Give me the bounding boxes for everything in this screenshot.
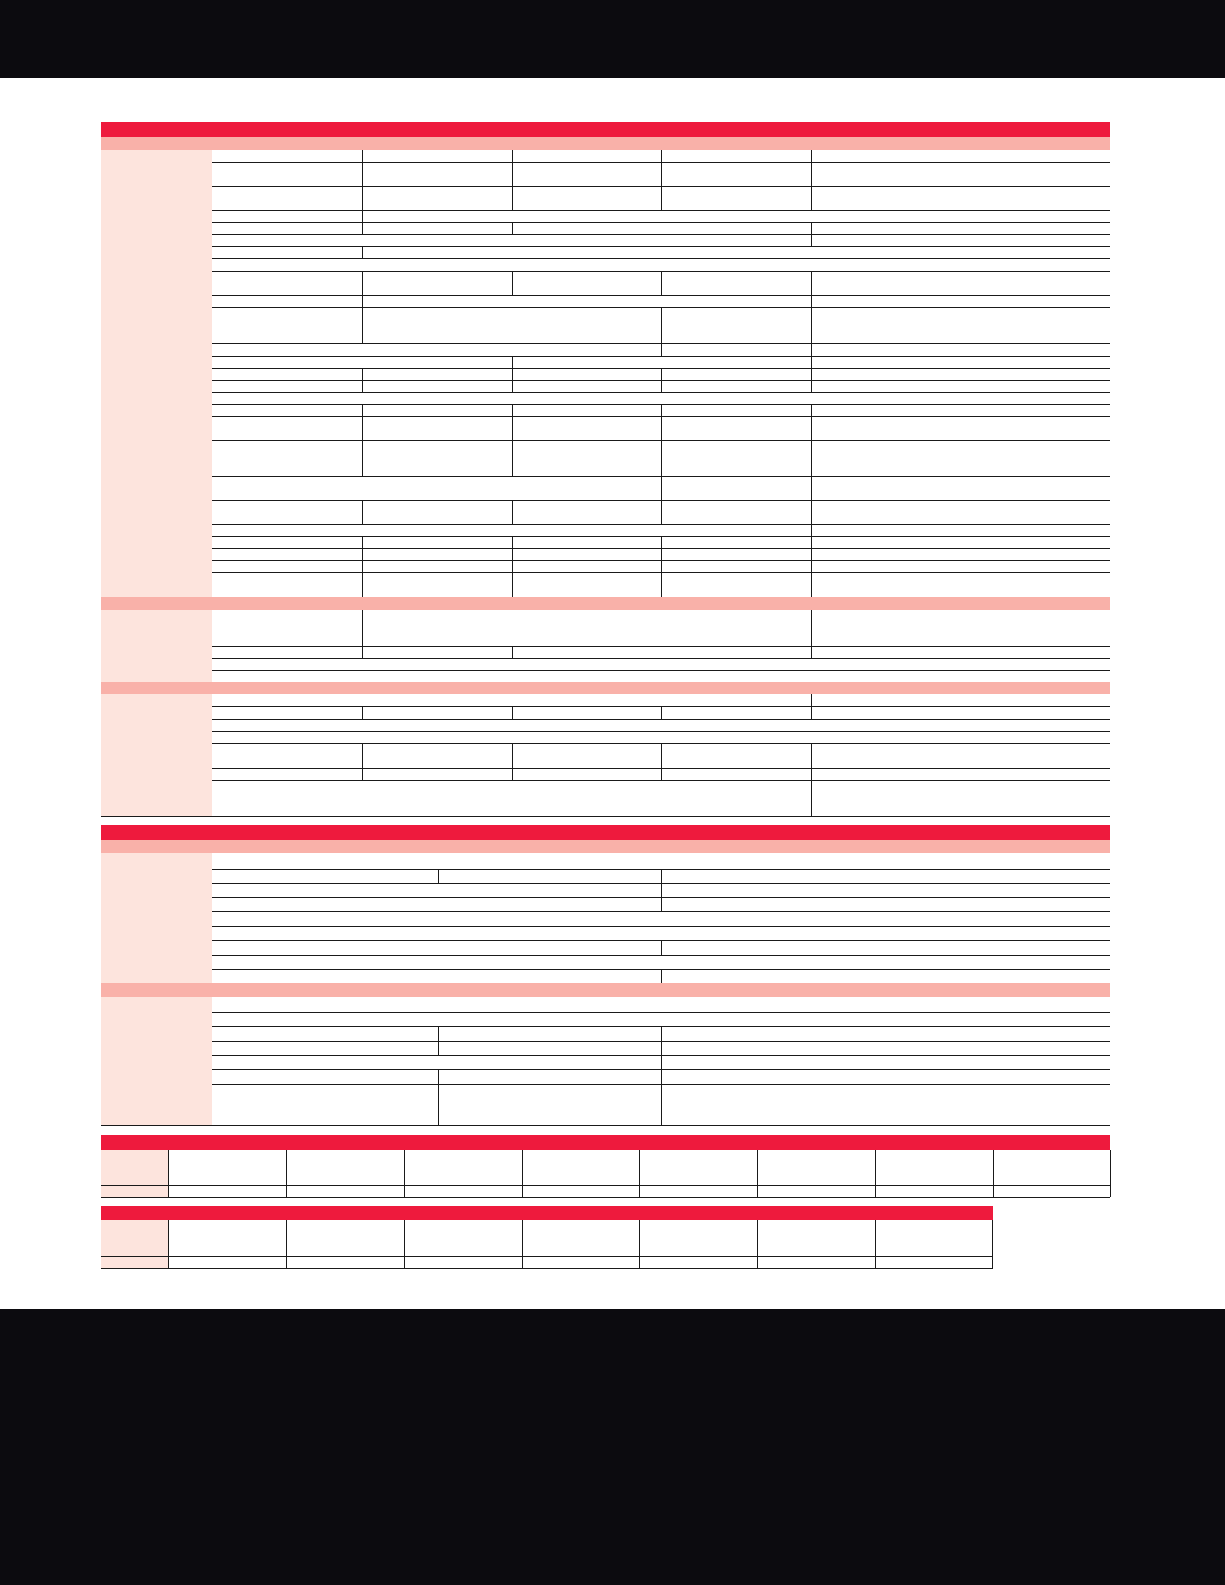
- column-rule: [875, 1220, 876, 1268]
- column-rule: [438, 1069, 439, 1084]
- column-rule: [362, 706, 363, 719]
- column-rule: [512, 536, 513, 548]
- row-label-cell: [101, 883, 212, 897]
- column-rule: [438, 1084, 439, 1125]
- column-rule: [661, 416, 662, 440]
- row-rule: [101, 1268, 993, 1269]
- column-rule: [512, 356, 513, 368]
- row-label-cell: [101, 1185, 168, 1197]
- row-rule: [101, 186, 1110, 187]
- row-rule: [101, 743, 1110, 744]
- column-rule: [512, 186, 513, 210]
- row-rule: [101, 307, 1110, 308]
- column-rule: [362, 572, 363, 597]
- column-rule: [661, 1069, 662, 1084]
- row-rule: [101, 719, 1110, 720]
- row-rule: [101, 731, 1110, 732]
- column-rule: [512, 706, 513, 719]
- column-rule: [811, 768, 812, 780]
- column-rule: [438, 869, 439, 883]
- column-rule: [512, 368, 513, 380]
- row-label-cell: [101, 1069, 212, 1084]
- column-rule: [512, 222, 513, 234]
- column-rule: [404, 1150, 405, 1197]
- top-dark-band: [0, 0, 1225, 78]
- row-label-cell: [101, 572, 212, 597]
- column-rule: [811, 307, 812, 343]
- row-rule: [101, 1041, 1110, 1042]
- row-rule: [101, 1185, 1110, 1186]
- column-rule: [811, 610, 812, 646]
- column-rule: [362, 368, 363, 380]
- column-rule: [661, 440, 662, 476]
- row-rule: [101, 1069, 1110, 1070]
- column-rule: [661, 476, 662, 500]
- subheader-bar: [101, 682, 1110, 694]
- row-label-cell: [101, 897, 212, 911]
- column-rule: [757, 1150, 758, 1197]
- column-rule: [639, 1150, 640, 1197]
- column-rule: [512, 162, 513, 186]
- row-label-cell: [101, 853, 212, 869]
- column-rule: [512, 560, 513, 572]
- column-rule: [512, 743, 513, 768]
- row-label-cell: [101, 162, 212, 186]
- row-label-cell: [101, 258, 212, 271]
- column-rule: [362, 646, 363, 658]
- row-label-cell: [101, 694, 212, 706]
- column-rule: [362, 548, 363, 560]
- row-label-cell: [101, 392, 212, 404]
- row-rule: [101, 295, 1110, 296]
- column-rule: [811, 780, 812, 816]
- row-label-cell: [101, 1041, 212, 1055]
- column-rule: [512, 548, 513, 560]
- section-header-bar: [101, 1135, 1110, 1150]
- row-rule: [101, 940, 1110, 941]
- row-label-cell: [101, 768, 212, 780]
- column-rule: [362, 536, 363, 548]
- column-rule: [811, 162, 812, 186]
- column-rule: [512, 404, 513, 416]
- column-rule: [661, 548, 662, 560]
- column-rule: [362, 307, 363, 343]
- row-rule: [101, 440, 1110, 441]
- column-rule: [512, 500, 513, 524]
- column-rule: [522, 1150, 523, 1197]
- column-rule: [811, 536, 812, 548]
- row-rule: [101, 1197, 1110, 1198]
- column-rule: [661, 940, 662, 955]
- row-label-cell: [101, 719, 212, 731]
- column-rule: [811, 234, 812, 246]
- row-rule: [101, 271, 1110, 272]
- row-label-cell: [101, 234, 212, 246]
- column-rule: [522, 1220, 523, 1268]
- subheader-bar: [101, 840, 1110, 853]
- column-rule: [811, 572, 812, 597]
- row-label-cell: [101, 536, 212, 548]
- column-rule: [168, 1220, 169, 1268]
- column-rule: [811, 694, 812, 706]
- row-rule: [101, 911, 1110, 912]
- row-label-cell: [101, 997, 212, 1012]
- column-rule: [661, 380, 662, 392]
- column-rule: [168, 1150, 169, 1197]
- row-rule: [101, 560, 1110, 561]
- row-rule: [101, 1084, 1110, 1085]
- column-rule: [512, 416, 513, 440]
- row-label-cell: [101, 1256, 168, 1268]
- column-rule: [661, 572, 662, 597]
- column-rule: [661, 368, 662, 380]
- row-label-cell: [101, 307, 212, 343]
- row-rule: [101, 476, 1110, 477]
- column-rule: [661, 404, 662, 416]
- row-rule: [101, 548, 1110, 549]
- column-rule: [362, 271, 363, 295]
- column-rule: [661, 883, 662, 897]
- row-rule: [101, 658, 1110, 659]
- row-label-cell: [101, 186, 212, 210]
- row-label-cell: [101, 1026, 212, 1041]
- column-rule: [362, 500, 363, 524]
- row-label-cell: [101, 646, 212, 658]
- column-rule: [286, 1150, 287, 1197]
- row-label-cell: [101, 271, 212, 295]
- row-rule: [101, 368, 1110, 369]
- row-label-cell: [101, 1084, 212, 1125]
- row-label-cell: [101, 969, 212, 983]
- row-rule: [101, 536, 1110, 537]
- row-label-cell: [101, 731, 212, 743]
- column-rule: [811, 524, 812, 536]
- column-rule: [512, 440, 513, 476]
- section-header-bar: [101, 825, 1110, 840]
- row-rule: [101, 768, 1110, 769]
- column-rule: [512, 768, 513, 780]
- row-rule: [101, 404, 1110, 405]
- row-rule: [101, 500, 1110, 501]
- column-rule: [875, 1150, 876, 1197]
- column-rule: [811, 440, 812, 476]
- row-rule: [101, 416, 1110, 417]
- row-rule: [101, 572, 1110, 573]
- row-label-cell: [101, 500, 212, 524]
- row-rule: [101, 246, 1110, 247]
- column-rule: [362, 380, 363, 392]
- column-rule: [362, 246, 363, 258]
- column-rule: [811, 368, 812, 380]
- column-rule: [811, 500, 812, 524]
- row-label-cell: [101, 548, 212, 560]
- row-label-cell: [101, 706, 212, 719]
- column-rule: [661, 1026, 662, 1041]
- row-label-cell: [101, 380, 212, 392]
- row-rule: [101, 356, 1110, 357]
- row-label-cell: [101, 416, 212, 440]
- row-rule: [101, 646, 1110, 647]
- row-rule: [101, 706, 1110, 707]
- column-rule: [362, 416, 363, 440]
- row-label-cell: [101, 1055, 212, 1069]
- row-label-cell: [101, 670, 212, 682]
- column-rule: [661, 150, 662, 162]
- column-rule: [661, 162, 662, 186]
- column-rule: [661, 1055, 662, 1069]
- column-rule: [661, 743, 662, 768]
- column-rule: [362, 404, 363, 416]
- column-rule: [661, 969, 662, 983]
- column-rule: [404, 1220, 405, 1268]
- row-rule: [101, 780, 1110, 781]
- column-rule: [286, 1220, 287, 1268]
- column-rule: [811, 404, 812, 416]
- column-rule: [661, 897, 662, 911]
- column-rule: [438, 1041, 439, 1055]
- row-rule: [101, 210, 1110, 211]
- column-rule: [661, 706, 662, 719]
- row-label-cell: [101, 356, 212, 368]
- column-rule: [1110, 1150, 1111, 1197]
- row-label-cell: [101, 780, 212, 816]
- row-rule: [101, 162, 1110, 163]
- row-rule: [101, 883, 1110, 884]
- row-rule: [101, 1125, 1110, 1126]
- row-label-cell: [101, 940, 212, 955]
- row-label-cell: [101, 955, 212, 969]
- column-rule: [811, 476, 812, 500]
- column-rule: [362, 162, 363, 186]
- row-rule: [101, 524, 1110, 525]
- column-rule: [661, 1084, 662, 1125]
- subheader-bar: [101, 597, 1110, 610]
- row-label-cell: [101, 1150, 168, 1185]
- row-label-cell: [101, 524, 212, 536]
- row-label-cell: [101, 560, 212, 572]
- section-header-bar: [101, 122, 1110, 137]
- row-label-cell: [101, 610, 212, 646]
- row-label-cell: [101, 404, 212, 416]
- column-rule: [811, 343, 812, 356]
- row-label-cell: [101, 869, 212, 883]
- bottom-dark-band: [0, 1309, 1225, 1585]
- row-label-cell: [101, 1012, 212, 1026]
- row-label-cell: [101, 150, 212, 162]
- column-rule: [362, 150, 363, 162]
- column-rule: [811, 560, 812, 572]
- column-rule: [362, 768, 363, 780]
- row-label-cell: [101, 368, 212, 380]
- column-rule: [661, 1041, 662, 1055]
- column-rule: [757, 1220, 758, 1268]
- column-rule: [811, 416, 812, 440]
- subheader-bar: [101, 137, 1110, 150]
- column-rule: [811, 356, 812, 368]
- column-rule: [661, 536, 662, 548]
- row-label-cell: [101, 743, 212, 768]
- column-rule: [362, 560, 363, 572]
- row-rule: [101, 234, 1110, 235]
- row-label-cell: [101, 210, 212, 222]
- row-label-cell: [101, 658, 212, 670]
- row-rule: [101, 969, 1110, 970]
- column-rule: [438, 1026, 439, 1041]
- row-rule: [101, 926, 1110, 927]
- column-rule: [362, 222, 363, 234]
- column-rule: [811, 295, 812, 307]
- row-label-cell: [101, 295, 212, 307]
- column-rule: [362, 440, 363, 476]
- row-rule: [101, 869, 1110, 870]
- column-rule: [639, 1220, 640, 1268]
- row-label-cell: [101, 246, 212, 258]
- column-rule: [811, 186, 812, 210]
- row-rule: [101, 1012, 1110, 1013]
- column-rule: [512, 271, 513, 295]
- column-rule: [661, 869, 662, 883]
- column-rule: [811, 271, 812, 295]
- row-rule: [101, 258, 1110, 259]
- column-rule: [661, 560, 662, 572]
- row-rule: [101, 380, 1110, 381]
- column-rule: [661, 500, 662, 524]
- row-label-cell: [101, 926, 212, 940]
- row-label-cell: [101, 222, 212, 234]
- row-label-cell: [101, 343, 212, 356]
- row-rule: [101, 343, 1110, 344]
- column-rule: [661, 343, 662, 356]
- row-rule: [101, 897, 1110, 898]
- column-rule: [811, 706, 812, 719]
- column-rule: [661, 768, 662, 780]
- row-label-cell: [101, 1220, 168, 1256]
- column-rule: [661, 186, 662, 210]
- column-rule: [512, 572, 513, 597]
- column-rule: [512, 150, 513, 162]
- row-label-cell: [101, 440, 212, 476]
- subheader-bar: [101, 983, 1110, 997]
- row-rule: [101, 1055, 1110, 1056]
- column-rule: [993, 1150, 994, 1197]
- row-rule: [101, 816, 1110, 817]
- column-rule: [992, 1220, 993, 1268]
- column-rule: [811, 548, 812, 560]
- column-rule: [811, 150, 812, 162]
- column-rule: [362, 210, 363, 222]
- column-rule: [811, 222, 812, 234]
- row-label-cell: [101, 911, 212, 926]
- row-rule: [101, 392, 1110, 393]
- column-rule: [362, 610, 363, 646]
- column-rule: [362, 295, 363, 307]
- column-rule: [512, 646, 513, 658]
- row-label-cell: [101, 476, 212, 500]
- column-rule: [811, 646, 812, 658]
- section-header-bar: [101, 1206, 993, 1220]
- column-rule: [811, 743, 812, 768]
- column-rule: [661, 271, 662, 295]
- row-rule: [101, 222, 1110, 223]
- column-rule: [811, 380, 812, 392]
- row-rule: [101, 670, 1110, 671]
- row-rule: [101, 1026, 1110, 1027]
- column-rule: [512, 380, 513, 392]
- row-rule: [101, 955, 1110, 956]
- row-rule: [101, 1256, 993, 1257]
- column-rule: [661, 307, 662, 343]
- column-rule: [362, 186, 363, 210]
- column-rule: [362, 743, 363, 768]
